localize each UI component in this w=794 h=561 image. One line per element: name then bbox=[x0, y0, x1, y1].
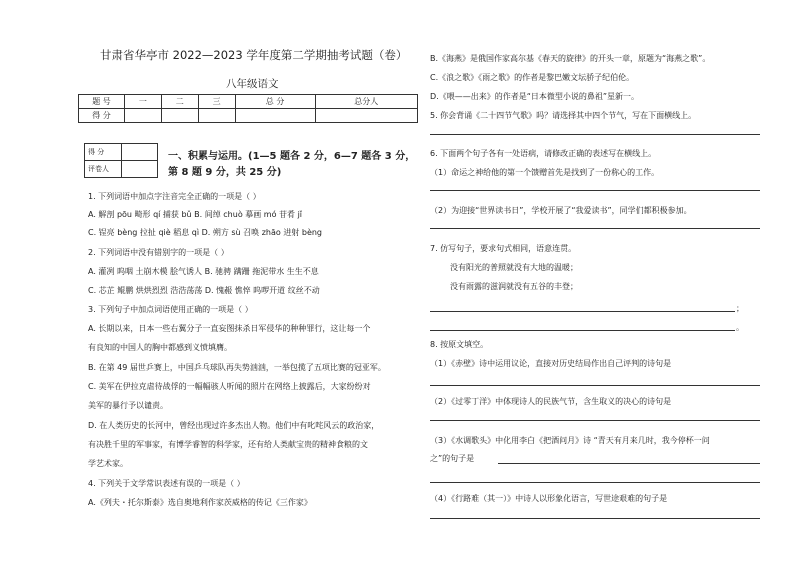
exam-subtitle: 八年级语文 bbox=[226, 78, 279, 90]
question-line: A.《列夫・托尔斯泰》选自奥地利作家茨威格的传记《三作家》 bbox=[88, 498, 312, 507]
score-cell[interactable] bbox=[315, 109, 417, 123]
answer-line[interactable] bbox=[430, 134, 760, 135]
question-line: D.《喂——出来》的作者是“日本微型小说的鼻祖”星新一。 bbox=[430, 92, 639, 101]
score-header-cell: 题 号 bbox=[79, 95, 125, 109]
answer-end-punct: 。 bbox=[736, 323, 744, 332]
question-line: 6. 下面两个句子各有一处语病，请修改正确的表述写在横线上。 bbox=[430, 149, 657, 158]
question-line: 4. 下列关于文学常识表述有误的一项是（ ） bbox=[88, 479, 245, 488]
answer-line[interactable] bbox=[430, 190, 760, 191]
score-cell[interactable] bbox=[161, 109, 198, 123]
grader-table bbox=[84, 143, 158, 178]
question-line: （2）《过零丁洋》中体现诗人的民族气节，含生取义的决心的诗句是 bbox=[430, 397, 672, 406]
question-line: 2. 下列词语中没有错别字的一项是（ ） bbox=[88, 248, 229, 257]
answer-line[interactable] bbox=[430, 420, 760, 421]
question-line: 学艺术家。 bbox=[88, 459, 128, 468]
answer-end-punct: ； bbox=[736, 304, 744, 313]
question-line: A. 灌冽 呜咽 土崩木模 脍气诱人 B. 驰骋 蹒跚 拖泥带水 生生不息 bbox=[88, 267, 319, 276]
answer-line[interactable] bbox=[430, 311, 735, 312]
question-line: （4）《行路难（其一）》中诗人以形象化语言，写世途艰难的句子是 bbox=[430, 494, 668, 503]
question-line: 之”的句子是 bbox=[430, 454, 475, 463]
question-line: 有决胜千里的军事家，有博学睿智的科学家，还有给人类献宝贵的精神食粮的文 bbox=[88, 440, 368, 449]
question-line: C.《浪之歌》《雨之歌》的作者是黎巴嫩文坛骄子纪伯伦。 bbox=[430, 73, 635, 82]
question-line: （2）为迎接“世界读书日”，学校开展了“我爱读书”，同学们都积极参加。 bbox=[430, 206, 692, 215]
score-cell[interactable] bbox=[125, 109, 162, 123]
question-line: B.《海燕》是俄国作家高尔基《春天的旋律》的开头一章，原题为“海燕之歌”。 bbox=[430, 54, 711, 63]
question-line: 3. 下列句子中加点词语使用正确的一项是（ ） bbox=[88, 305, 253, 314]
question-line: （1）《赤壁》诗中运用议论，直接对历史结局作出自己评判的诗句是 bbox=[430, 359, 672, 368]
score-row-label: 得 分 bbox=[79, 109, 125, 123]
grader-score-label: 得 分 bbox=[85, 144, 122, 161]
question-line: 美军的暴行予以谴责。 bbox=[88, 401, 168, 410]
answer-line[interactable] bbox=[430, 228, 760, 229]
score-header-cell: 三 bbox=[198, 95, 235, 109]
answer-line[interactable] bbox=[498, 463, 760, 464]
question-line: 7. 仿写句子，要求句式相同，语意连贯。 bbox=[430, 244, 577, 253]
question-line: D. 在人类历史的长河中，曾经出现过许多杰出人物。他们中有叱咤风云的政治家， bbox=[88, 421, 380, 430]
question-line: 没有雨露的滋润就没有五谷的丰登； bbox=[450, 282, 578, 291]
section1-heading-line1: 一、积累与运用。(1—5 题各 2 分，6—7 题各 3 分， bbox=[168, 151, 416, 162]
score-cell[interactable] bbox=[235, 109, 315, 123]
score-header-cell: 总 分 bbox=[235, 95, 315, 109]
question-line: 5. 你会背诵《二十四节气歌》吗？请选择其中四个节气，写在下面横线上。 bbox=[430, 111, 697, 120]
question-line: C. 芯芷 鲲鹏 烘烘烈烈 浩浩荡荡 D. 愧赧 憔悴 呜啰开道 纹丝不动 bbox=[88, 286, 320, 295]
score-header-cell: 总分人 bbox=[315, 95, 417, 109]
question-line: 有良知的中国人的胸中都感到义愤填膺。 bbox=[88, 343, 232, 352]
grader-name-label: 评卷人 bbox=[85, 161, 122, 178]
grader-score-cell[interactable] bbox=[122, 144, 158, 161]
question-line: 1. 下列词语中加点字注音完全正确的一项是（ ） bbox=[88, 192, 261, 201]
question-line: 没有阳光的普照就没有大地的温暖； bbox=[450, 263, 578, 272]
score-header-cell: 二 bbox=[161, 95, 198, 109]
question-line: C. 锃亮 bèng 拉扯 qiè 稻息 qì D. 朔方 sù 召唤 zhāo 进射 bèng bbox=[88, 228, 323, 237]
score-table bbox=[78, 94, 418, 123]
answer-line[interactable] bbox=[430, 385, 760, 386]
question-line: C. 美军在伊拉克虐待战俘的一幅幅骇人听闻的照片在网络上披露后，大家纷纷对 bbox=[88, 382, 371, 391]
answer-line[interactable] bbox=[430, 330, 735, 331]
question-line: （1）命运之神给他的第一个馈赠首先是找到了一份称心的工作。 bbox=[430, 168, 660, 177]
question-line: B. 在第 49 届世乒赛上，中国乒乓球队再失势汹汹，一举包揽了五项比赛的冠亚军。 bbox=[88, 363, 386, 372]
answer-line[interactable] bbox=[430, 518, 760, 519]
question-line: （3）《水调歌头》中化用李白《把酒问月》诗 “青天有月来几时，我今停杯一问 bbox=[430, 436, 710, 445]
question-line: A. 解剖 pōu 畸形 qí 捕获 bǔ B. 间绰 chuò 摹画 mó 苷肴 jǐ bbox=[88, 210, 303, 219]
grader-name-cell[interactable] bbox=[122, 161, 158, 178]
question-line: A. 长期以来，日本一些右翼分子一直妄图抹杀日军侵华的种种罪行，这让每一个 bbox=[88, 324, 371, 333]
section1-heading-line2: 第 8 题 9 分，共 25 分) bbox=[168, 167, 282, 178]
answer-line[interactable] bbox=[430, 482, 760, 483]
score-header-cell: 一 bbox=[125, 95, 162, 109]
exam-title: 甘肃省华亭市 2022—2023 学年度第二学期抽考试题（卷） bbox=[100, 48, 408, 62]
question-line: 8. 按原文填空。 bbox=[430, 340, 489, 349]
score-cell[interactable] bbox=[198, 109, 235, 123]
